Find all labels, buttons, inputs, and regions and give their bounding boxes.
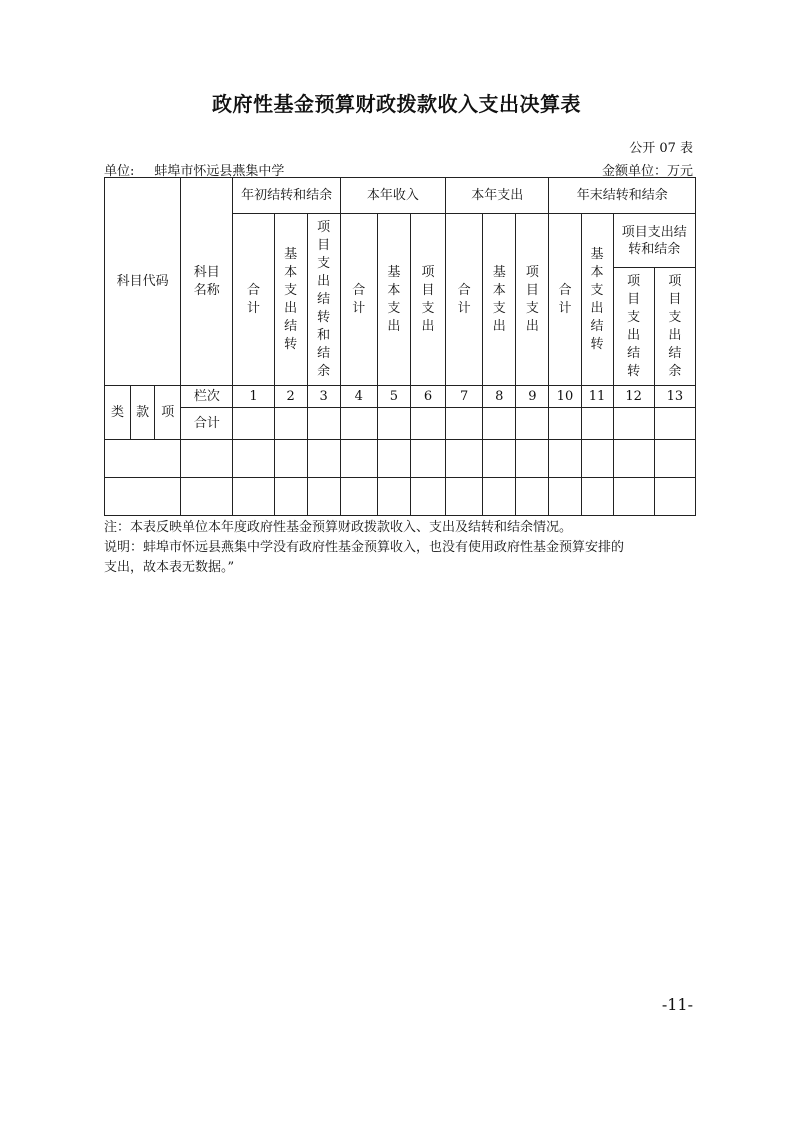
header-subject-code: 科目代码 (105, 178, 181, 386)
header-end-total: 合计 (549, 214, 581, 386)
table-cell (410, 478, 445, 516)
table-cell (340, 440, 377, 478)
table-cell (549, 478, 581, 516)
header-expense-project: 项目支出 (516, 214, 549, 386)
table-cell (446, 408, 483, 440)
page-number: -11- (661, 995, 693, 1014)
table-cell (654, 440, 695, 478)
column-number: 11 (581, 386, 613, 408)
header-end-basic-carry: 基本支出结转 (581, 214, 613, 386)
table-cell (581, 478, 613, 516)
table-cell (613, 408, 654, 440)
header-expense-total: 合计 (446, 214, 483, 386)
amount-unit: 金额单位：万元 (601, 164, 693, 179)
column-number: 13 (654, 386, 695, 408)
unit-name: 蚌埠市怀远县燕集中学 (154, 164, 285, 179)
table-cell (377, 478, 410, 516)
table-cell (446, 440, 483, 478)
total-row-label: 合计 (181, 408, 233, 440)
table-cell (340, 408, 377, 440)
table-cell (446, 478, 483, 516)
column-number: 6 (410, 386, 445, 408)
explanation-line-2: 支出，故本表无数据。” (104, 560, 235, 575)
table-cell (274, 478, 307, 516)
table-cell (516, 440, 549, 478)
header-expense-basic: 基本支出 (483, 214, 516, 386)
table-cell (340, 478, 377, 516)
table-cell (483, 440, 516, 478)
table-cell (613, 478, 654, 516)
table-cell (654, 478, 695, 516)
column-number: 7 (446, 386, 483, 408)
table-note: 注：本表反映单位本年度政府性基金预算财政拨款收入、支出及结转和结余情况。 (104, 520, 573, 535)
header-income-basic: 基本支出 (377, 214, 410, 386)
explanation-line-1: 说明：蚌埠市怀远县燕集中学没有政府性基金预算收入，也没有使用政府性基金预算安排的 (104, 540, 625, 555)
header-group-end: 年末结转和结余 (549, 178, 696, 214)
column-number: 5 (377, 386, 410, 408)
table-row-total (105, 408, 696, 440)
table-cell (516, 408, 549, 440)
form-number: 公开 07 表 (629, 141, 693, 156)
table-cell (105, 440, 181, 478)
header-group-expense: 本年支出 (446, 178, 549, 214)
table-cell (233, 478, 274, 516)
table-cell (307, 408, 340, 440)
header-begin-basic-carry: 基本支出结转 (274, 214, 307, 386)
column-number: 12 (613, 386, 654, 408)
header-lanci: 栏次 (181, 386, 233, 408)
table-cell (181, 478, 233, 516)
table-cell (581, 440, 613, 478)
header-lei: 类 (105, 386, 131, 440)
column-number: 9 (516, 386, 549, 408)
header-subject-name: 科目名称 (181, 178, 233, 386)
column-number: 2 (274, 386, 307, 408)
header-begin-project-carry-balance: 项目支出结转和结余 (307, 214, 340, 386)
table-cell (274, 440, 307, 478)
header-begin-total: 合计 (233, 214, 274, 386)
header-income-total: 合计 (340, 214, 377, 386)
table-cell (410, 408, 445, 440)
column-number: 1 (233, 386, 274, 408)
table-cell (549, 408, 581, 440)
page-title: 政府性基金预算财政拨款收入支出决算表 (212, 92, 581, 116)
header-kuan: 款 (131, 386, 155, 440)
table-cell (516, 478, 549, 516)
table-cell (307, 440, 340, 478)
table-cell (274, 408, 307, 440)
column-number: 3 (307, 386, 340, 408)
table-cell (233, 408, 274, 440)
header-end-project-balance: 项目支出结余 (654, 268, 695, 386)
header-income-project: 项目支出 (410, 214, 445, 386)
table-cell (483, 408, 516, 440)
table-cell (377, 440, 410, 478)
table-cell (307, 478, 340, 516)
table-cell (181, 440, 233, 478)
header-group-begin: 年初结转和结余 (233, 178, 340, 214)
column-number: 4 (340, 386, 377, 408)
table-cell (105, 478, 181, 516)
unit-label: 单位: (104, 164, 135, 179)
table-cell (233, 440, 274, 478)
header-group-income: 本年收入 (340, 178, 445, 214)
table-cell (410, 440, 445, 478)
fund-budget-table (104, 177, 696, 516)
header-xiang: 项 (155, 386, 181, 440)
header-end-project-carry-balance: 项目支出结转和结余 (613, 214, 695, 268)
table-cell (549, 440, 581, 478)
table-cell (483, 478, 516, 516)
table-cell (377, 408, 410, 440)
column-number: 8 (483, 386, 516, 408)
table-row (105, 440, 696, 478)
column-number: 10 (549, 386, 581, 408)
table-cell (654, 408, 695, 440)
header-end-project-carry: 项目支出结转 (613, 268, 654, 386)
table-cell (581, 408, 613, 440)
table-row (105, 478, 696, 516)
table-cell (613, 440, 654, 478)
